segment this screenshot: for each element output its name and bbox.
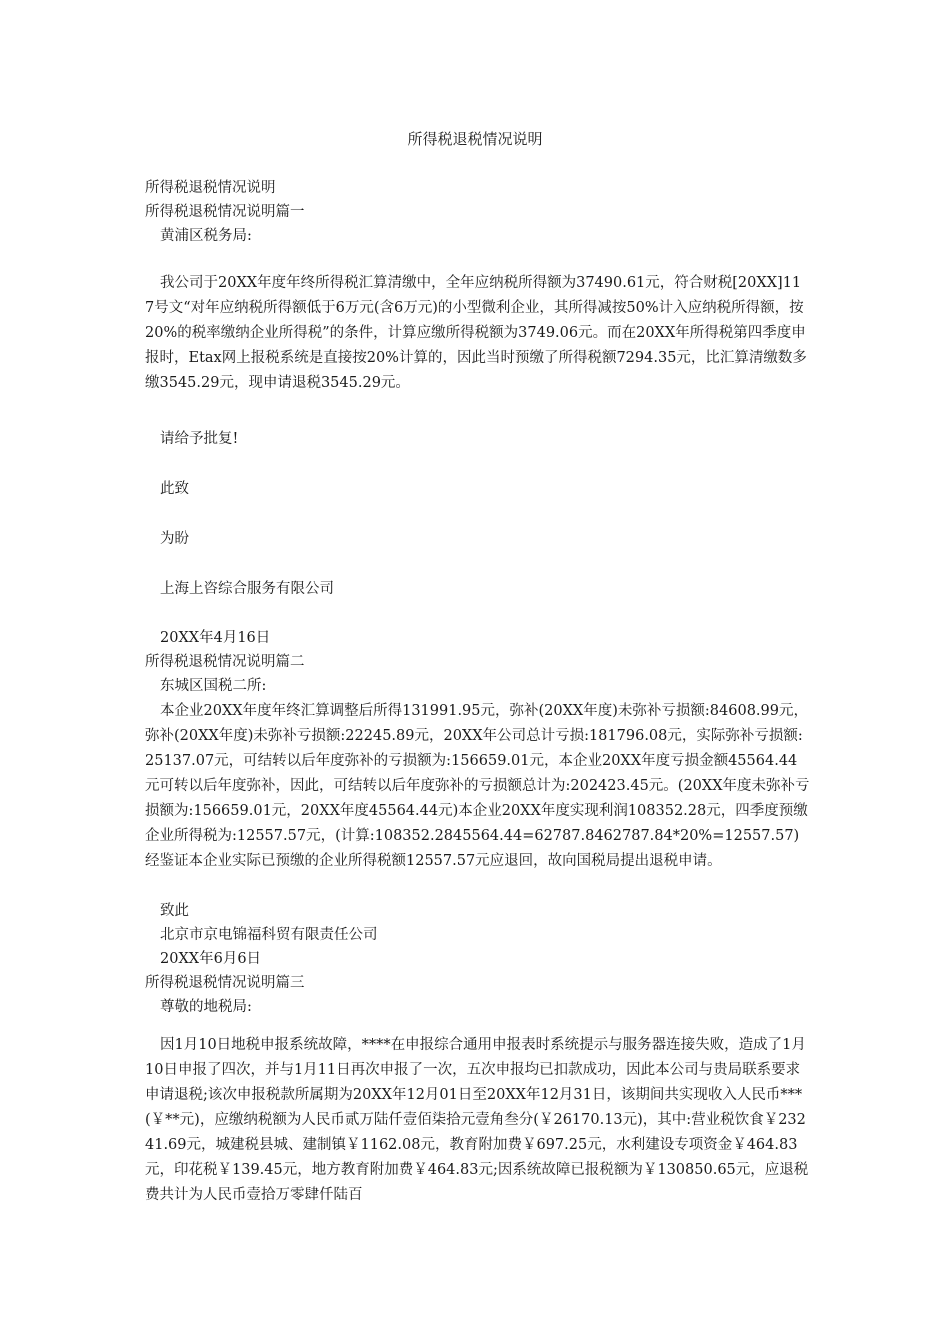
wish-line-1: 为盼	[160, 531, 189, 547]
main-heading: 所得税退税情况说明	[145, 180, 276, 196]
body-paragraph-3: 因1月10日地税申报系统故障，****在申报综合通用申报表时系统提示与服务器连接失败，造成了1月10日申报了四次，并与1月11日再次申报了一次，五次申报均已扣款成功，因此本公司与贵局联系要求申请退税;该次申报税款所属期为20XX年12月01日至20XX年12月31日，该期间共实现收入人民币***(￥**元)，应缴纳税额为人民币贰万陆仟壹佰柒拾元壹角叁分(￥26170.13元)，其中:营业税饮食￥23241.69元，城建税县城、建制镇￥1162.08元，教育附加费￥697.25元，水利建设专项资金￥464.83元，印花税￥139.45元，地方教育附加费￥464.83元;因系统故障已报税额为￥130850.65元，应退税费共计为人民币壹拾万零肆仟陆百	[145, 1037, 809, 1203]
section-heading-2: 所得税退税情况说明篇二	[145, 654, 305, 670]
addressee-1: 黄浦区税务局:	[160, 228, 252, 244]
request-line-1: 请给予批复!	[160, 431, 239, 447]
section-heading-3: 所得税退税情况说明篇三	[145, 975, 305, 991]
section-1	[145, 176, 810, 248]
closing-line-2: 致此	[160, 903, 189, 919]
body-paragraph-1: 我公司于20XX年度年终所得税汇算清缴中，全年应纳税所得额为37490.61元，符合财税[20XX]117号文“对年应纳税所得额低于6万元(含6万元)的小型微利企业，其所得减按50%计入应纳税所得额，按20%的税率缴纳企业所得税”的条件，计算应缴所得税额为3749.06元。而在20XX年所得税第四季度申报时，Etax网上报税系统是直接按20%计算的，因此当时预缴了所得税额7294.35元，比汇算清缴数多缴3545.29元，现申请退税3545.29元。	[145, 275, 807, 391]
section-2	[145, 650, 810, 698]
section-heading-1: 所得税退税情况说明篇一	[145, 204, 305, 220]
company-line-1: 上海上咨综合服务有限公司	[160, 581, 334, 597]
addressee-2: 东城区国税二所:	[160, 678, 267, 694]
section-2-closing	[145, 899, 810, 1019]
addressee-3: 尊敬的地税局:	[160, 999, 252, 1015]
closing-line-1: 此致	[160, 481, 189, 497]
document-title: 所得税退税情况说明	[407, 130, 543, 148]
body-paragraph-2: 本企业20XX年度年终汇算调整后所得131991.95元，弥补(20XX年度)未弥补亏损额:84608.99元，弥补(20XX年度)未弥补亏损额:22245.89元，20XX年公司总计亏损:181796.08元，实际弥补亏损额:25137.07元，可结转以后年度弥补的亏损额为:156659.01元，本企业20XX年度亏损金额45564.44元可转以后年度弥补，因此，可结转以后年度弥补的亏损额总计为:202423.45元。(20XX年度未弥补亏损额为:156659.01元，20XX年度45564.44元)本企业20XX年度实现利润108352.28元，四季度预缴企业所得税为:12557.57元，(计算:108352.2845564.44=62787.8462787.84*20%=12557.57)经鉴证本企业实际已预缴的企业所得税额12557.57元应退回，故向国税局提出退税申请。	[145, 703, 810, 869]
date-line-2: 20XX年6月6日	[160, 951, 262, 967]
date-line-1: 20XX年4月16日	[160, 630, 271, 646]
company-line-2: 北京市京电锦福科贸有限责任公司	[160, 927, 378, 943]
